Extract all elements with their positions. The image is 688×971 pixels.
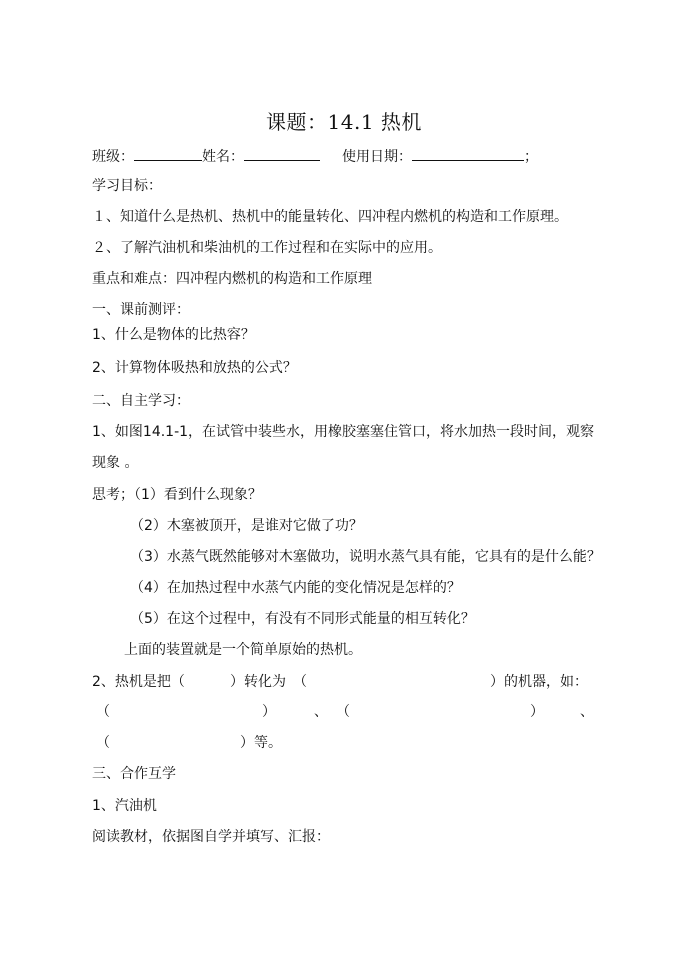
example-separator-1: 、: [314, 704, 328, 720]
think-q1: 思考；（1）看到什么现象？: [92, 487, 262, 503]
key-points: 重点和难点：四冲程内燃机的构造和工作原理: [92, 271, 372, 287]
page-title: 课题：14.1 热机: [266, 110, 422, 134]
think-q3: （3）水蒸气既然能够对木塞做功，说明水蒸气具有能，它具有的是什么能？: [130, 549, 601, 565]
section1-q1: 1、什么是物体的比热容？: [92, 327, 255, 343]
goal-1: １、知道什么是热机、热机中的能量转化、四冲程内燃机的构造和工作原理。: [92, 209, 568, 225]
name-blank[interactable]: [244, 146, 320, 161]
heat-engine-q-end: ）的机器，如：: [490, 674, 588, 690]
info-line: [92, 146, 538, 166]
example1-open: （: [96, 704, 110, 720]
goal-2: ２、了解汽油机和柴油机的工作过程和在实际中的应用。: [92, 240, 442, 256]
think-q5: （5）在这个过程中，有没有不同形式能量的相互转化？: [130, 611, 475, 627]
think-q4: （4）在加热过程中水蒸气内能的变化情况是怎样的？: [130, 580, 461, 596]
heat-engine-q-mid: ）转化为 （: [230, 674, 307, 690]
section3-heading: 三、合作互学: [92, 766, 176, 782]
example2-close: ）: [530, 704, 544, 720]
heat-engine-q-start: 2、热机是把（: [92, 674, 185, 690]
section1-heading: 一、课前测评：: [92, 302, 190, 318]
experiment-line-2: 现象 。: [92, 455, 139, 471]
example3-open: （: [96, 735, 110, 751]
section2-heading: 二、自主学习：: [92, 393, 190, 409]
section3-item1: 1、汽油机: [92, 798, 157, 814]
date-end: ；: [524, 149, 538, 165]
name-label: 姓名：: [202, 149, 244, 165]
goals-heading: 学习目标：: [92, 178, 162, 194]
date-blank[interactable]: [412, 146, 524, 161]
example-separator-2: 、: [580, 704, 594, 720]
example1-close: ）: [262, 704, 276, 720]
conclusion: 上面的装置就是一个简单原始的热机。: [124, 642, 362, 658]
experiment-line-1: 1、如图14.1-1，在试管中装些水，用橡胶塞塞住管口，将水加热一段时间，观察: [92, 424, 595, 440]
class-label: 班级：: [92, 149, 134, 165]
class-blank[interactable]: [134, 146, 202, 161]
section3-instruction: 阅读教材，依据图自学并填写、汇报：: [92, 829, 330, 845]
date-label: 使用日期：: [342, 149, 412, 165]
think-q2: （2）木塞被顶开，是谁对它做了功？: [130, 518, 363, 534]
example2-open: （: [336, 704, 350, 720]
example3-close: ）等。: [240, 735, 282, 751]
section1-q2: 2、计算物体吸热和放热的公式？: [92, 360, 297, 376]
